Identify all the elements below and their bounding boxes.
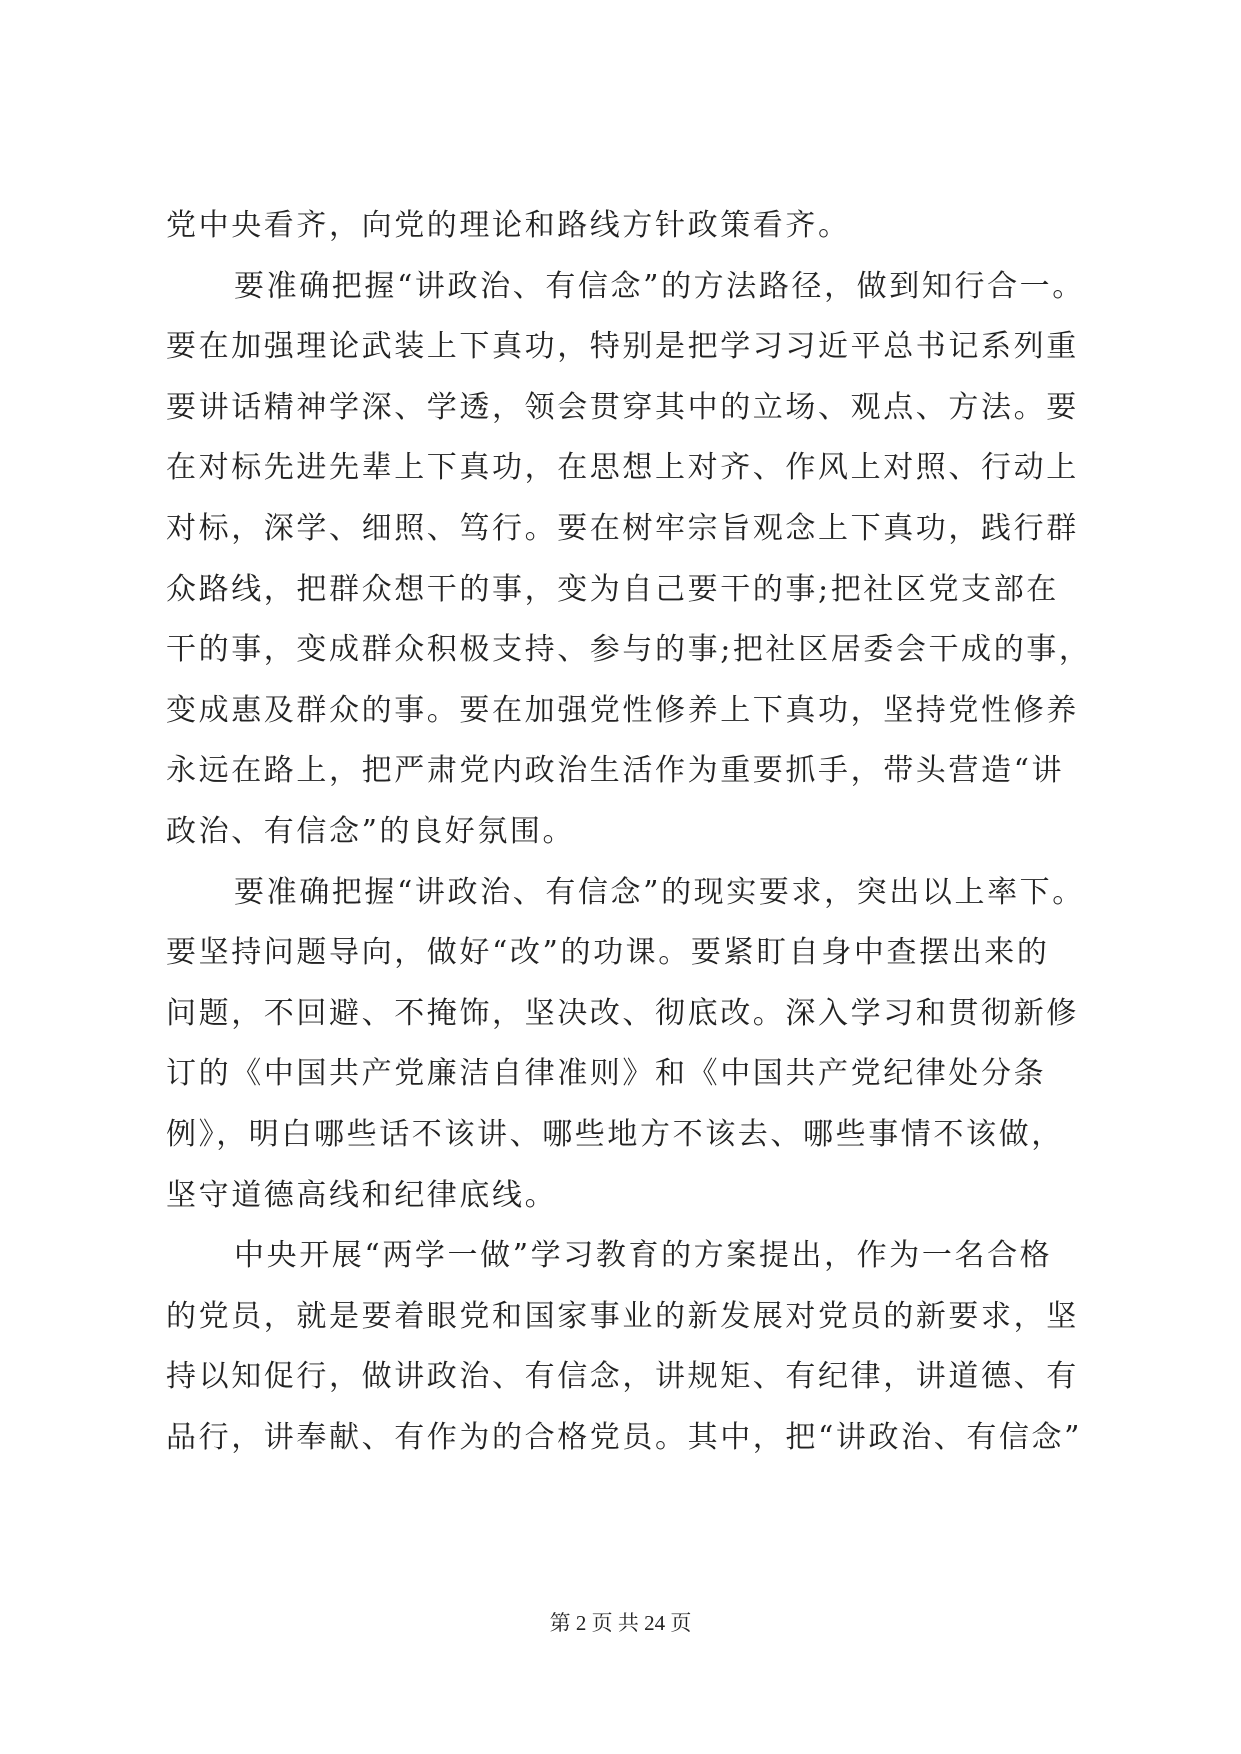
text-line: 要坚持问题导向，做好“改”的功课。要紧盯自身中查摆出来的 — [166, 935, 1050, 971]
text-line: 的党员，就是要着眼党和国家事业的新发展对党员的新要求，坚 — [166, 1298, 1079, 1334]
text-line: 持以知促行，做讲政治、有信念，讲规矩、有纪律，讲道德、有 — [166, 1359, 1079, 1395]
text-line: 要在加强理论武装上下真功，特别是把学习习近平总书记系列重 — [166, 329, 1079, 365]
text-line: 坚守道德高线和纪律底线。 — [166, 1177, 558, 1213]
text-line: 变成惠及群众的事。要在加强党性修养上下真功，坚持党性修养 — [166, 692, 1079, 728]
document-body — [166, 196, 1092, 1468]
text-line: 问题，不回避、不掩饰，坚决改、彻底改。深入学习和贯彻新修 — [166, 995, 1079, 1031]
text-line: 永远在路上，把严肃党内政治生活作为重要抓手，带头营造“讲 — [166, 753, 1065, 789]
page-number-footer: 第 2 页 共 24 页 — [549, 1611, 692, 1635]
text-line: 干的事，变成群众积极支持、参与的事;把社区居委会干成的事， — [166, 632, 1092, 668]
text-line: 品行，讲奉献、有作为的合格党员。其中，把“讲政治、有信念” — [166, 1419, 1083, 1455]
text-line: 例》，明白哪些话不该讲、哪些地方不该去、哪些事情不该做， — [166, 1116, 1064, 1152]
text-line: 众路线，把群众想干的事，变为自己要干的事;把社区党支部在 — [166, 571, 1059, 607]
text-line: 在对标先进先辈上下真功，在思想上对齐、作风上对照、行动上 — [166, 450, 1079, 486]
text-line: 政治、有信念”的良好氛围。 — [166, 813, 576, 849]
paragraph-start-line: 要准确把握“讲政治、有信念”的现实要求，突出以上率下。 — [234, 874, 1085, 910]
text-line: 订的《中国共产党廉洁自律准则》和《中国共产党纪律处分条 — [166, 1056, 1047, 1092]
text-line: 对标，深学、细照、笃行。要在树牢宗旨观念上下真功，践行群 — [166, 510, 1079, 546]
text-line: 党中央看齐，向党的理论和路线方针政策看齐。 — [166, 208, 851, 243]
text-line: 要讲话精神学深、学透，领会贯穿其中的立场、观点、方法。要 — [166, 389, 1079, 425]
paragraph-start-line: 中央开展“两学一做”学习教育的方案提出，作为一名合格 — [234, 1238, 1053, 1274]
paragraph-start-line: 要准确把握“讲政治、有信念”的方法路径，做到知行合一。 — [234, 268, 1085, 304]
